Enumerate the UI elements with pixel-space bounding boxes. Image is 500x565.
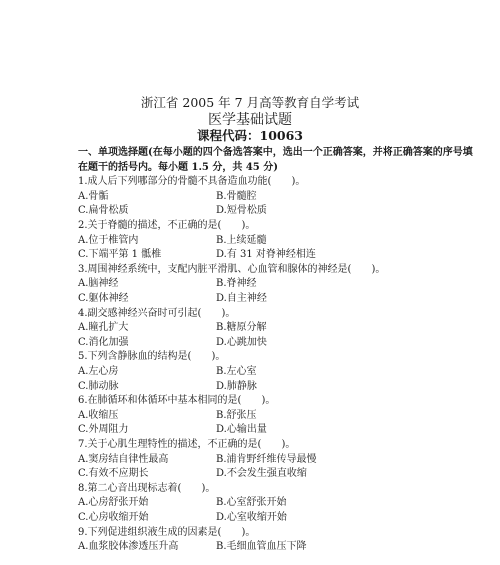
question-7-option-d: D.不会发生强直收缩 [216, 468, 307, 480]
question-9-option-a: A.血浆胶体渗透压升高 [78, 541, 179, 553]
question-2-option-c: C.下端平第 1 骶椎 [78, 249, 162, 261]
question-2-option-d: D.有 31 对脊神经相连 [216, 249, 316, 261]
question-6-option-a: A.收缩压 [78, 409, 119, 421]
question-3-option-c: C.躯体神经 [78, 293, 129, 304]
question-4-option-d: D.心跳加快 [216, 336, 267, 348]
exam-title: 浙江省 2005 年 7 月高等教育自学考试 [140, 95, 360, 110]
question-2-option-a: A.位于椎管内 [78, 234, 139, 246]
question-5-option-b: B.左心室 [216, 366, 257, 377]
question-5-option-d: D.肺静脉 [216, 380, 257, 392]
question-8-option-c: C.心房收缩开始 [78, 512, 149, 523]
question-1-stem: 1.成人后下列哪部分的骨髓不具备造血功能( )。 [78, 176, 306, 188]
question-5-option-a: A.左心房 [78, 366, 119, 377]
section-heading-line2: 在题干的括号内。每小题 1.5 分，共 45 分) [78, 161, 278, 173]
question-2-option-b: B.上续延髓 [216, 234, 267, 246]
question-4-option-c: C.消化加强 [78, 336, 129, 348]
question-7-option-a: A.窦房结自律性最高 [78, 453, 169, 465]
question-3-stem: 3.周围神经系统中，支配内脏平滑肌、心血管和腺体的神经是( )。 [78, 263, 386, 275]
question-9-stem: 9.下列促进组织液生成的因素是( )。 [78, 526, 256, 538]
question-4-option-a: A.瞳孔扩大 [78, 322, 129, 334]
question-1-option-a: A.骨骺 [78, 190, 109, 202]
question-4-stem: 4.副交感神经兴奋时可引起( )。 [78, 307, 236, 319]
question-4-option-b: B.糖原分解 [216, 322, 267, 334]
question-3-option-d: D.自主神经 [216, 293, 267, 304]
question-1-option-d: D.短骨松质 [216, 205, 267, 217]
question-3-option-a: A.脑神经 [78, 278, 119, 290]
question-8-stem: 8.第二心音出现标志着( )。 [78, 482, 216, 494]
question-7-option-b: B.浦肯野纤维传导最慢 [216, 453, 317, 465]
paper-title: 医学基础试题 [208, 112, 292, 128]
question-7-stem: 7.关于心肌生理特性的描述，不正确的是( )。 [78, 439, 296, 450]
section-heading-line1: 一、单项选择题(在每小题的四个备选答案中，选出一个正确答案，并将正确答案的序号填 [78, 147, 473, 158]
question-6-stem: 6.在肺循环和体循环中基本相同的是( )。 [78, 395, 276, 407]
question-6-option-b: B.舒张压 [216, 409, 257, 421]
question-9-option-b: B.毛细血管血压下降 [216, 541, 307, 553]
question-8-option-d: D.心室收缩开始 [216, 512, 287, 523]
question-1-option-b: B.骨髓腔 [216, 190, 257, 202]
question-3-option-b: B.脊神经 [216, 278, 257, 290]
question-2-stem: 2.关于脊髓的描述，不正确的是( )。 [78, 220, 256, 231]
question-5-option-c: C.肺动脉 [78, 380, 119, 392]
question-8-option-b: B.心室舒张开始 [216, 497, 287, 509]
question-5-stem: 5.下列含静脉血的结构是( )。 [78, 351, 226, 363]
question-6-option-c: C.外周阻力 [78, 424, 129, 436]
question-7-option-c: C.有效不应期长 [78, 468, 149, 480]
question-8-option-a: A.心房舒张开始 [78, 497, 149, 509]
question-6-option-d: D.心输出量 [216, 424, 267, 436]
question-1-option-c: C.扁骨松质 [78, 205, 129, 217]
course-code: 课程代码：10063 [197, 128, 303, 143]
